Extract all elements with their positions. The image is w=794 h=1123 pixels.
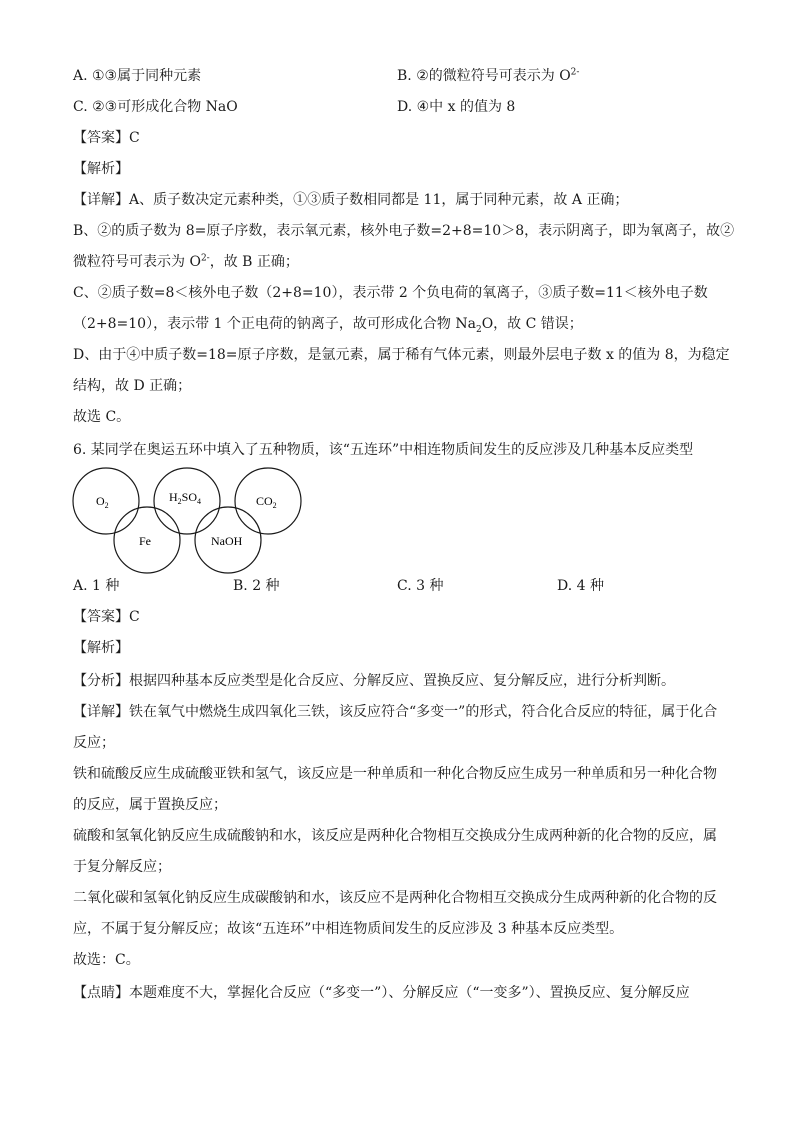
q6-detail-line-6: 于复分解反应；: [73, 859, 171, 875]
q5-detail-line-5-suffix: O，故 C 错误；: [481, 316, 583, 332]
option-d: D. ④中 x 的值为 8: [397, 99, 516, 115]
q6-detail-line-4: 的反应，属于置换反应；: [73, 797, 227, 813]
olympic-rings-diagram: [70, 465, 310, 575]
q6-dianjing: 【点睛】本题难度不大，掌握化合反应（“多变一”）、分解反应（“一变多”）、置换反应、复分解反应: [73, 985, 690, 1001]
q5-detail-line-3-suffix: ，故 B 正确；: [209, 254, 299, 270]
q6-detail-line-5: 硫酸和氢氧化钠反应生成硫酸钠和水，该反应是两种化合物相互交换成分生成两种新的化合物的反应，属: [73, 828, 717, 844]
q5-detail-line-5-sub: 2: [475, 324, 482, 335]
q6-detail-line-3: 铁和硫酸反应生成硫酸亚铁和氢气，该反应是一种单质和一种化合物反应生成另一种单质和另一种化合物: [73, 766, 717, 782]
q6-detail-line-8: 应，不属于复分解反应；故该“五连环”中相连物质间发生的反应涉及 3 种基本反应类型。: [73, 921, 624, 937]
q6-detail-line-1: 【详解】铁在氧气中燃烧生成四氧化三铁，该反应符合“多变一”的形式，符合化合反应的特征，属于化合: [73, 704, 718, 720]
q6-detail-line-2: 反应；: [73, 735, 115, 751]
option-b-charge: 2-: [570, 67, 580, 78]
q5-detail-line-4: C、②质子数=8＜核外电子数（2+8=10），表示带 2 个负电荷的氧离子，③质子数=11＜核外电子数: [73, 285, 708, 301]
ring-h2so4-label: $H_2SO_4$: [169, 490, 202, 506]
q6-option-c: C. 3 种: [397, 578, 444, 594]
q5-detail-line-6: D、由于④中质子数=18=原子序数，是氩元素，属于稀有气体元素，则最外层电子数 x 的值为 8，为稳定: [73, 347, 730, 363]
q5-analysis-title: 【解析】: [73, 161, 129, 177]
ring-o2-label: $O_2$: [96, 494, 109, 510]
ring-naoh-label: NaOH: [211, 534, 243, 548]
q6-conclusion: 故选：C。: [73, 952, 140, 968]
q6-detail-line-7: 二氧化碳和氢氧化钠反应生成碳酸钠和水，该反应不是两种化合物相互交换成分生成两种新的化合物的反: [73, 890, 717, 906]
option-c: C. ②③可形成化合物 NaO: [73, 99, 238, 115]
q5-detail-line-5-prefix: （2+8=10），表示带 1 个正电荷的钠离子，故可形成化合物 Na: [73, 316, 476, 332]
q6-option-b: B. 2 种: [233, 578, 280, 594]
q6-analysis-title: 【解析】: [73, 640, 129, 656]
ring-co2-label: $CO_2$: [256, 494, 277, 510]
option-b: [397, 66, 579, 86]
q6-option-d: D. 4 种: [557, 578, 604, 594]
q6-stem: 6. 某同学在奥运五环中填入了五种物质，该“五连环”中相连物质间发生的反应涉及几种基本反应类型: [73, 442, 694, 458]
q5-conclusion: 故选 C。: [73, 409, 131, 425]
ring-fe-label: Fe: [139, 534, 151, 548]
q5-detail-line-5: [73, 314, 583, 334]
q6-answer: 【答案】C: [73, 609, 140, 625]
q5-detail-line-7: 结构，故 D 正确；: [73, 378, 192, 394]
q5-detail-line-1: 【详解】A、质子数决定元素种类，①③质子数相同都是 11，属于同种元素，故 A 正确；: [73, 192, 629, 208]
option-b-text: B. ②的微粒符号可表示为 O: [397, 68, 571, 84]
q6-option-a: A. 1 种: [73, 578, 120, 594]
q5-answer: 【答案】C: [73, 130, 140, 146]
q6-fenxi: 【分析】根据四种基本反应类型是化合反应、分解反应、置换反应、复分解反应，进行分析判断。: [73, 673, 675, 689]
q5-detail-line-3-prefix: 微粒符号可表示为 O: [73, 254, 201, 270]
option-a: A. ①③属于同种元素: [73, 68, 202, 84]
q5-detail-line-3-charge: 2-: [200, 253, 210, 264]
q5-detail-line-3: [73, 252, 299, 272]
q5-detail-line-2: B、②的质子数为 8=原子序数，表示氧元素，核外电子数=2+8=10＞8，表示阴离子，即为氧离子，故②: [73, 223, 735, 239]
